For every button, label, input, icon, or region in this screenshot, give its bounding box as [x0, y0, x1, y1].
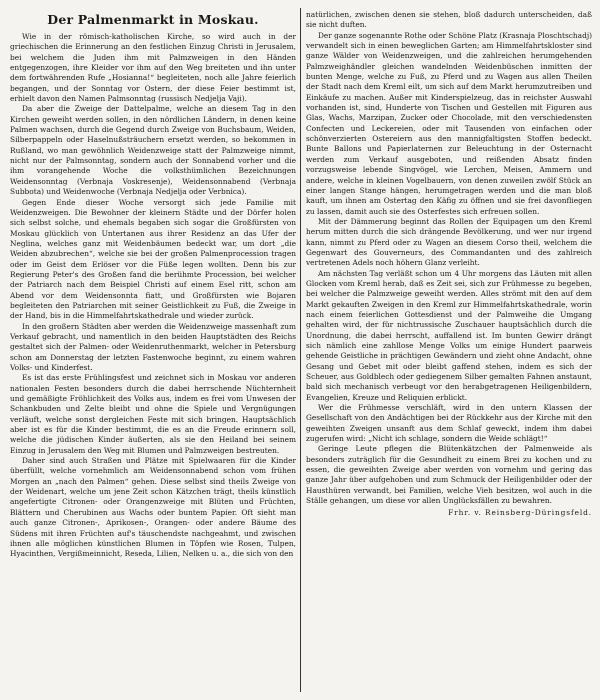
article-title: Der Palmenmarkt in Moskau. [47, 12, 259, 27]
left-column [10, 10, 296, 694]
paragraph: Mit der Dämmerung beginnt das Rollen der Equipagen um den Kreml herum mitten durch die sich drängende Bevölkerung, und wer nur irgend kann, nimmt zu Pferd oder zu Wagen an diesem Corso theil, welchem die Gegenwart des Gouverneurs, des Commandanten und des zahlreich vertretenen Adels noch höhern Glanz verleiht. [306, 216, 592, 268]
paragraph: Da aber die Zweige der Dattelpalme, welche an diesem Tag in den Kirchen geweiht werden sollen, in den nördlichen Ländern, in denen keine Palmen wachsen, durch die Gegend durch Zweige von Buchsbaum, Weiden, Silberpappeln oder Haselnußsträuchern ersetzt werden, so bekommen in Rußland, wo man gewöhnlich Weidenzweige statt der Palmzweige nimmt, nicht nur der Palmsonntag, sondern auch der Sonnabend vorher und die ihm vorangehende Woche die volksthümlichen Bezeichnungen Weidensonntag (Verbnaja Voskresenje), Weidensonnabend (Verbnaja Subbota) und Weidenwoche (Verbnaja Nedjelja oder Verbnica). [10, 104, 296, 197]
author-signature: Frhr. v. Reinsberg-Düringsfeld. [448, 507, 592, 517]
paragraph: Geringe Leute pflegen die Blütenkätzchen der Palmenweide als besonders zuträglich für die Gesundheit zu einem Brei zu kochen und zu essen, die geweihten Zweige aber werden von vornehm und gering das ganze Jahr über aufgehoben und zum Schmuck der Heiligenbilder oder der Hausthüren verwandt, bei Familien, welche Vieh besitzen, wol auch in die Ställe gehangen, um diese vor allen Unglücksfällen zu bewahren. [306, 444, 592, 506]
paragraph-continuation: natürlichen, zwischen denen sie stehen, bloß dadurch unterscheiden, daß sie nicht duften. [306, 10, 592, 30]
paragraph: Der ganze sogenannte Rothe oder Schöne Platz (Krasnaja Ploschtschadj) verwandelt sich in einen beweglichen Garten; am Himmelfahrtskloster sind ganze Wälder von Weidenzweigen, und die zahlreichen herumgehenden Palmzweighändler gleichen wandelnden Weidenbüschen inmitten der bunten Menge, welche zu Fuß, zu Pferd und zu Wagen aus allen Theilen der Stadt nach dem Kreml eilt, um sich auf dem Markt herumzutreiben und Einkäufe zu machen. Außer mit Kinderspielzeug, das in reichster Auswahl vorhanden ist, sind, Hunderte von Tischen und Gestellen mit Figuren aus Glas, Wachs, Marzipan, Zucker oder Chocolade, mit den verschiedensten Confecten und Leckereien, oder mit Tausenden von einfachen oder schönverzierten Ostereiern aus den mannigfaltigsten Stoffen bedeckt. Bunte Ballons und Papierlaternen zur Beleuchtung in der Osternacht werden zum Verkauf ausgeboten, und reißenden Absatz finden vorzugsweise lebende Singvögel, wie Lerchen, Meisen, Ammern und andere, welche in kleinen Vogelbauern, von denen zuweilen zwölf Stück an einer langen Stange hängen, herumgetragen werden und die man bloß kauft, um ihnen am Ostertag den Käfig zu öffnen und sie frei davonfliegen zu lassen, damit auch sie des Osterfestes sich erfreuen sollen. [306, 30, 592, 216]
paragraph: Es ist das erste Frühlingsfest und zeichnet sich in Moskau vor anderen nationalen Festen besonders durch die dabei herrschende Nüchternheit und gemäßigte Fröhlichkeit des Volks aus, indem es frei vom Unwesen der Schankbuden und Zelte bleibt und ohne die Spiele und Vergnügungen verläuft, welche sonst dergleichen Feste mit sich bringen. Hauptsächlich aber ist es für die Kinder bestimmt, die es an die Freude erinnern soll, welche die jüdischen Kinder äußerten, als sie den Heiland bei seinem Einzug in Jerusalem den Weg mit Blumen und Palmzweigen bestreuten. [10, 373, 296, 455]
paragraph: Wer die Frühmesse verschläft, wird in den untern Klassen der Gesellschaft von den Andächtigen bei der Rückkehr aus der Kirche mit den geweihten Zweigen unsanft aus dem Schlaf geweckt, indem ihm dabei zugerufen wird: „Nicht ich schlage, sondern die Weide schlägt!“ [306, 403, 592, 444]
paragraph: Wie in der römisch-katholischen Kirche, so wird auch in der griechischen die Erinnerung an den festlichen Einzug Christi in Jerusalem, bei welchem die Juden ihm mit Palmzweigen in den Händen entgegenzogen, ihre Kleider vor ihm auf den Weg breiteten und ihn unter dem fortwährenden Rufe „Hosianna!“ begleiteten, noch alle Jahre feierlich begangen, und der Sonntag vor Ostern, der diese Feier bestimmt ist, erhielt davon den Namen Palmsonntag (russisch Nedjelja Vaji). [10, 32, 296, 104]
right-column [306, 10, 592, 694]
paragraph: Gegen Ende dieser Woche versorgt sich jede Familie mit Weidenzweigen. Die Bewohner der kleinern Städte und der Dörfer holen sich selbst solche, und ehemals begaben sich sogar die Großfürsten von Moskau glücklich von Untertanen aus ihrer Residenz an das Ufer der Neglina, welches ganz mit Weidenbäumen bedeckt war, um dort „die Weiden abzubrechen“, welche sie bei der großen Palmenprocession tragen oder im Geist dem Erlöser vor die Füße legen wollten. Denn bis zur Regierung Peter's des Großen fand die berühmte Procession, bei welcher der Patriarch nach dem Beispiel Christi auf einem Esel ritt, schon am Abend vor dem Weidensonnta fiatt, und Großfürsten wie Bojaren begleiteten den Patriarchen mit seiner Geistlichkeit zu Fuß, die Zweige in der Hand, bis in die Himmelfahrtskathedrale und wieder zurück. [10, 197, 296, 321]
paragraph: Am nächsten Tag verläßt schon um 4 Uhr morgens das Läuten mit allen Glocken vom Kreml herab, daß es Zeit sei, sich zur Frühmesse zu begeben, bei welcher die Palmzweige geweiht werden. Alles strömt mit den auf dem Markt gekauften Zweigen in den Kreml zur Himmelfahrtskathedrale, worin nach einem feierlichen Gottesdienst und der Palmweihe die Umgang gehalten wird, der für nichtrussische Zuschauer hauptsächlich durch die Unordnung, die dabei herrscht, auffallend ist. Im bunten Gewirr drängt sich nämlich eine zahllose Menge Volks um einige Hundert paarweis gehende Geistliche in prächtigen Gewändern und zieht ohne Andacht, ohne Gesang und Gebet mit oder bleibt gaffend stehen, indem es sich der Scheuer, aus Goldblech oder gediegenem Silber gemalten Fahnen anstaunt, bald sich mechanisch verbeugt vor den herabgetragenen Heiligenbildern, Evangelien, Kreuze und Reliquien erblickt. [306, 268, 592, 402]
column-divider [300, 8, 301, 692]
paragraph: Daher sind auch Straßen und Plätze mit Spielwaaren für die Kinder überfüllt, welche vornehmlich am Weidensonnabend schon vom frühen Morgen an „nach den Palmen“ gehen. Diese selbst sind theils Zweige von der Weidenart, welche um jene Zeit schon Kätzchen trägt, theils künstlich angefertigte Citronen- oder Orangenzweige mit Blüten und Früchten, Blättern und Cherubinen aus Wachs oder buntem Papier. Oft sieht man auch ganze Citronen-, Aprikosen-, Orangen- oder andere Bäume des Südens mit ihren Früchten auf's täuschendste nachgeahmt, und zwischen ihnen alle möglichen künstlichen Blumen in Töpfen wie Rosen, Tulpen, Hyacinthen, Vergißmeinnicht, Reseda, Lilien, Nelken u. a., die sich von den [10, 456, 296, 559]
paragraph: In den großern Städten aber werden die Weidenzweige massenhaft zum Verkauf gebracht, und namentlich in den beiden Hauptstädten des Reichs gestaltet sich der Palmen- oder Weidenruthenmarkt, welcher in Petersburg schon am Donnerstag der letzten Fastenwoche beginnt, zu einem wahren Volks- und Kinderfest. [10, 321, 296, 372]
